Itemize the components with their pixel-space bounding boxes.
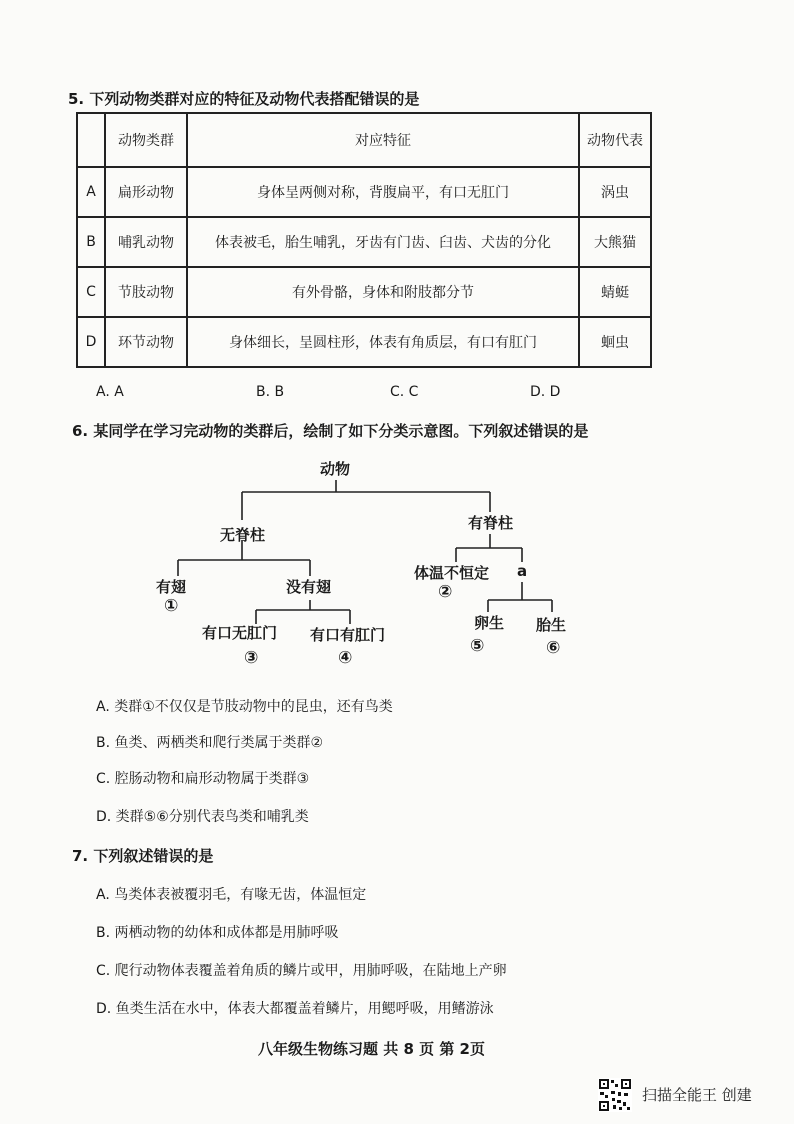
table-cell: B: [77, 217, 105, 267]
table-cell: 大熊猫: [579, 217, 651, 267]
q6-option-a: A. 类群①不仅仅是节肢动物中的昆虫，还有鸟类: [96, 699, 393, 715]
q6-option-b: B. 鱼类、两栖类和爬行类属于类群②: [96, 735, 324, 751]
table-cell: 蛔虫: [579, 317, 651, 367]
q7-option-d: D. 鱼类生活在水中，体表大都覆盖着鳞片，用鳃呼吸，用鳍游泳: [96, 1001, 494, 1017]
table-cell: 哺乳动物: [105, 217, 187, 267]
mark-1: ①: [164, 596, 179, 616]
node-a: a: [517, 562, 528, 580]
node-with-anus: 有口有肛门: [310, 626, 386, 644]
node-vertebrate: 有脊柱: [468, 514, 514, 532]
node-oviparous: 卵生: [474, 614, 505, 632]
table-header-row: [77, 113, 651, 167]
table-header-cell: [77, 113, 105, 167]
table-row: [77, 167, 651, 217]
table-cell: 身体呈两侧对称，背腹扁平，有口无肛门: [187, 167, 579, 217]
qr-code-icon: [598, 1078, 632, 1112]
table-cell: 体表被毛，胎生哺乳，牙齿有门齿、臼齿、犬齿的分化: [187, 217, 579, 267]
table-cell: 环节动物: [105, 317, 187, 367]
node-viviparous: 胎生: [536, 616, 567, 634]
mark-6: ⑥: [546, 638, 561, 658]
table-header-cell: 动物代表: [579, 113, 651, 167]
q7-title: 7. 下列叙述错误的是: [72, 847, 214, 865]
q6-option-d: D. 类群⑤⑥分别代表鸟类和哺乳类: [96, 809, 309, 825]
scanner-watermark: 扫描全能王 创建: [642, 1086, 752, 1104]
table-row: [77, 217, 651, 267]
q7-option-c: C. 爬行动物体表覆盖着角质的鳞片或甲，用肺呼吸，在陆地上产卵: [96, 963, 507, 979]
q5-option-c: C. C: [390, 384, 419, 400]
table-cell: 有外骨骼，身体和附肢都分节: [187, 267, 579, 317]
mark-4: ④: [338, 648, 353, 668]
q5-option-a: A. A: [96, 384, 124, 400]
mark-2: ②: [438, 582, 453, 602]
node-no-anus: 有口无肛门: [202, 624, 278, 642]
page-footer: 八年级生物练习题 共 8 页 第 2页: [258, 1040, 485, 1058]
table-row: [77, 267, 651, 317]
table-cell: C: [77, 267, 105, 317]
table-cell: 蜻蜓: [579, 267, 651, 317]
q6-title: 6. 某同学在学习完动物的类群后，绘制了如下分类示意图。下列叙述错误的是: [72, 422, 589, 440]
table-cell: D: [77, 317, 105, 367]
q6-option-c: C. 腔肠动物和扁形动物属于类群③: [96, 771, 310, 787]
node-winged: 有翅: [156, 578, 187, 596]
node-wingless: 没有翅: [286, 578, 332, 596]
q7-option-a: A. 鸟类体表被覆羽毛，有喙无齿，体温恒定: [96, 887, 367, 903]
node-ectotherm: 体温不恒定: [414, 564, 490, 582]
table-header-cell: 对应特征: [187, 113, 579, 167]
q5-title: 5. 下列动物类群对应的特征及动物代表搭配错误的是: [68, 90, 420, 108]
table-cell: A: [77, 167, 105, 217]
table-header-cell: 动物类群: [105, 113, 187, 167]
table-cell: 扁形动物: [105, 167, 187, 217]
q5-option-b: B. B: [256, 384, 285, 400]
mark-3: ③: [244, 648, 259, 668]
mark-5: ⑤: [470, 636, 485, 656]
table-cell: 涡虫: [579, 167, 651, 217]
q5-table: [76, 112, 652, 368]
table-cell: 节肢动物: [105, 267, 187, 317]
classification-diagram: [140, 450, 590, 680]
q5-option-d: D. D: [530, 384, 561, 400]
table-row: [77, 317, 651, 367]
q7-option-b: B. 两栖动物的幼体和成体都是用肺呼吸: [96, 925, 339, 941]
table-cell: 身体细长，呈圆柱形，体表有角质层，有口有肛门: [187, 317, 579, 367]
node-animal: 动物: [320, 460, 351, 478]
node-invertebrate: 无脊柱: [220, 526, 266, 544]
